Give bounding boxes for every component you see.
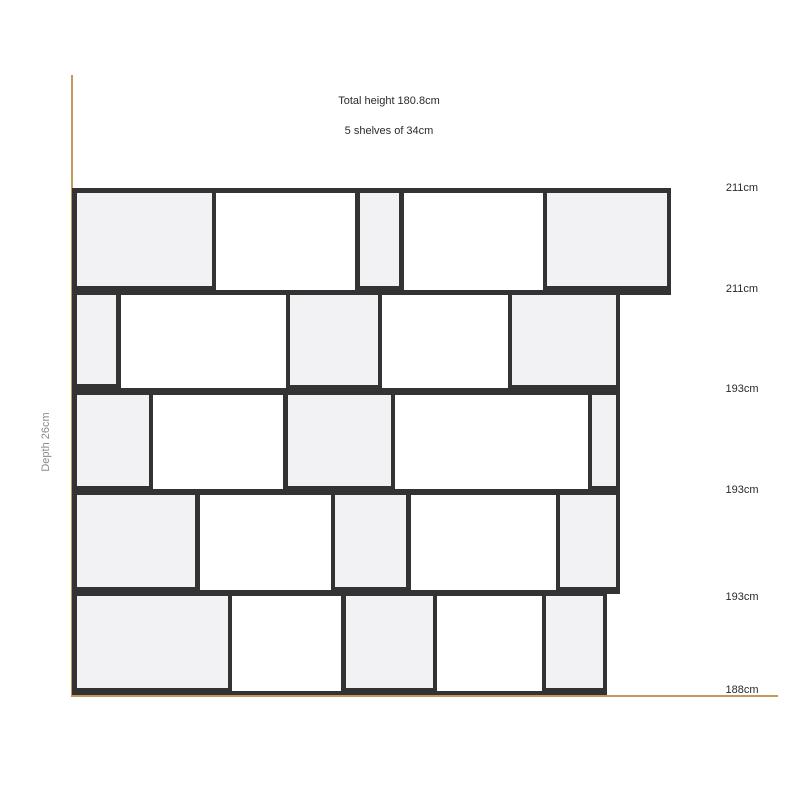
cube-cell-r1c4 <box>404 193 543 290</box>
cube-cell-r4c4 <box>411 495 556 590</box>
total-height-label: Total height 180.8cm <box>338 95 440 107</box>
cube-cell-r1c3 <box>360 193 399 286</box>
cube-cell-r4c5 <box>560 495 616 587</box>
depth-label: Depth 26cm <box>40 412 52 472</box>
cube-cell-r1c1 <box>77 193 212 286</box>
cube-cell-r3c4 <box>395 395 588 489</box>
cube-cell-r4c3 <box>335 495 406 587</box>
cube-cell-r3c3 <box>288 395 391 486</box>
cube-cell-r5c1 <box>77 596 228 688</box>
width-label-6: 188cm <box>725 684 759 696</box>
cube-cell-r5c2 <box>232 596 341 691</box>
cube-cell-r5c4 <box>437 596 542 691</box>
cube-cell-r2c5 <box>512 295 616 385</box>
cube-cell-r2c3 <box>290 295 378 385</box>
cube-cell-r3c1 <box>77 395 149 486</box>
cube-cell-r5c5 <box>546 596 603 688</box>
cube-cell-r2c1 <box>77 295 116 384</box>
cube-cell-r3c2 <box>153 395 283 489</box>
cube-cell-r2c4 <box>382 295 508 388</box>
cube-cell-r1c2 <box>216 193 355 290</box>
width-label-3: 193cm <box>725 383 759 395</box>
cube-cell-r1c5 <box>547 193 667 286</box>
cube-cell-r5c3 <box>346 596 433 688</box>
shelf-frame <box>72 188 671 695</box>
cube-cell-r2c2 <box>121 295 286 388</box>
width-label-4: 193cm <box>725 484 759 496</box>
cube-cell-r3c5 <box>592 395 616 486</box>
width-label-5: 193cm <box>725 591 759 603</box>
shelves-count-label: 5 shelves of 34cm <box>344 125 434 137</box>
width-label-1: 211cm <box>725 182 759 194</box>
width-label-2: 211cm <box>725 283 759 295</box>
cube-cell-r4c1 <box>77 495 195 587</box>
cube-cell-r4c2 <box>200 495 331 590</box>
